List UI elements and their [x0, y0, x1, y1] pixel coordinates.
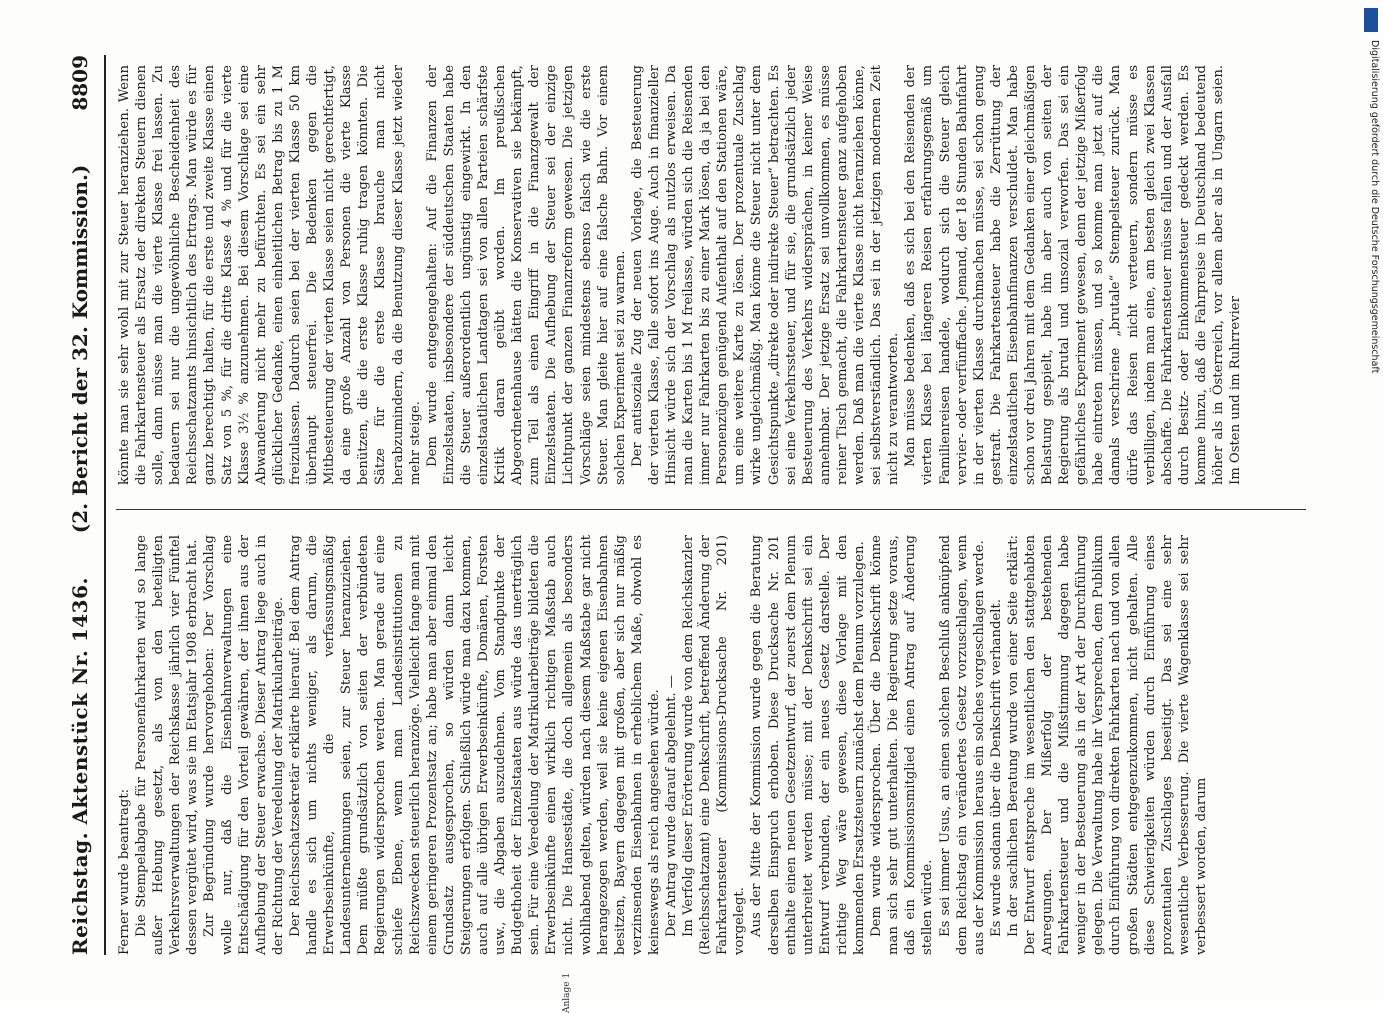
left-column — [116, 535, 1311, 1013]
header-left: Reichstag. Aktenstück Nr. 1436. — [68, 577, 92, 955]
header-right — [68, 55, 92, 533]
column-divider — [116, 509, 1306, 510]
paragraph: Man müsse bedenken, daß es sich bei den Reisenden der vierten Klasse bei längeren Reisen erfahrungsgemäß um Familienreisen handele, wodurch sich die Steuer gleich vervier- oder verfünffache. Jemand, der 18 Stunden Bahnfahrt in der vierten Klasse durchmachen müsse, sei schon genug gestraft. Die Fahrkartensteuer habe die Zerrüttung der einzelstaatlichen Eisenbahnfinanzen verschuldet. Man habe schon vor drei Jahren mit dem Gedanken einer gleichmäßigen Belastung gespielt, habe ihn aber auch von seiten der Regierung als brutal und unsozial verworfen. Das sei ein gefährliches Experiment gewesen, denn der jetzige Mißerfolg habe eintreten müssen, und so komme man jetzt auf die damals verschriene „brutale“ Stempelsteuer zurück. Man dürfe das Reisen nicht verteuern, sondern müsse es verbilligen, indem man eine, am besten gleich zwei Klassen abschaffe. Die Fahrkartensteuer müsse fallen und der Ausfall durch Besitz- oder Einkommensteuer gedeckt werden. Es komme hinzu, daß die Fahrpreise in Deutschland bedeutend höher als in Österreich, vor allem aber als in Ungarn seien. Im Osten und im Ruhrrevier — [903, 65, 1244, 485]
margin-note: Anlage 1 — [562, 972, 572, 1013]
paragraph: Im Verfolg dieser Erörterung wurde von dem Reichskanzler (Reichsschatzamt) eine Denkschrift, betreffend Änderung der Fahrkartensteuer (Kommissions-Drucksache Nr. 201) vorgelegt. — [681, 535, 748, 955]
header-rule — [104, 55, 106, 955]
page-header — [60, 55, 104, 955]
header-report-title: (2. Bericht der 32. Kommission.) — [68, 164, 92, 534]
paragraph: Dem wurde entgegengehalten: Auf die Finanzen der Einzelstaaten, insbesondere der süddeutschen Staaten habe die Steuer außerordentlich ungünstig eingewirkt. In den einzelstaatlichen Landtagen sei von allen Parteien schärfste Kritik daran geübt worden. Im preußischen Abgeordnetenhause hätten die Konservativen sie bekämpft, zum Teil als einen Eingriff in die Finanzgewalt der Einzelstaaten. Die Aufhebung der Steuer sei der einzige Lichtpunkt der ganzen Finanzreform gewesen. Die jetzigen Vorschläge seien mindestens ebenso falsch wie die erste Steuer. Man gleite hier auf eine falsche Bahn. Vor einem solchen Experiment sei zu warnen. — [424, 65, 628, 485]
paragraph: Zur Begründung wurde hervorgehoben: Der Vorschlag wolle nur, daß die Eisenbahnverwaltungen eine Entschädigung für den Vorteil gewähren, der ihnen aus der Aufhebung der Steuer erwachse. Dieser Antrag liege auch in der Richtung der Veredelung der Matrikularbeiträge. — [202, 535, 286, 955]
paragraph: Die Stempelabgabe für Personenfahrkarten wird so lange außer Hebung gesetzt, als von den beteiligten Verkehrsverwaltungen der Reichskasse jährlich vier Fünftel dessen vergütet wird, was sie im Etatsjahr 1908 erbracht hat. — [134, 535, 201, 955]
paragraph: Aus der Mitte der Kommission wurde gegen die Beratung derselben Einspruch erhoben. Diese Drucksache Nr. 201 enthalte einen neuen Gesetzentwurf, der zuerst dem Plenum unterbreitet werden müsse; mit der Denkschrift sei ein Entwurf verbunden, der ein neues Gesetz darstelle. Der richtige Weg wäre gewesen, diese Vorlage mit den kommenden Ersatzsteuern zunächst dem Plenum vorzulegen. — [749, 535, 868, 955]
paragraph: Der Reichsschatzsekretär erklärte hierauf: Bei dem Antrag handle es sich um nichts weniger, als darum, die Erwerbseinkünfte, die verfassungsmäßig Landesunternehmungen seien, zur Steuer heranzuziehen. Dem müßte grundsätzlich von seiten der verbündeten Regierungen widersprochen werden. Man gerade auf eine schiefe Ebene, wenn man Landesinstitutionen zu Reichszwecken steuerlich heranzöge. Vielleicht fange man mit einem geringeren Prozentsatz an; habe man aber einmal den Grundsatz ausgesprochen, so würden dann leicht Steigerungen erfolgen. Schließlich würde man dazu kommen, auch auf alle übrigen Erwerbseinkünfte, Domänen, Forsten usw., die Abgaben auszudehnen. Vom Standpunkte der Budgethoheit der Einzelstaaten aus würde das unerträglich sein. Für eine Veredelung der Matrikularbeiträge bildeten die Erwerbseinkünfte einen wirklich richtigen Maßstab auch nicht. Die Hansestädte, die doch allgemein als besonders wohlhabend gelten, würden nach diesem Maßstabe gar nicht herangezogen werden, weil sie keine eigenen Eisenbahnen besitzen, Bayern dagegen mit großen, aber sich nur mäßig verzinsenden Eisenbahnen in erheblichem Maße, obwohl es keineswegs als reich angesehen würde. — [287, 535, 662, 955]
dfg-logo — [1364, 8, 1378, 32]
paragraph: In der sachlichen Beratung wurde von einer Seite erklärt: Der Entwurf entspreche im wesentlichen den stattgehabten Anregungen. Der Mißerfolg der bestehenden Fahrkartensteuer und die Mißstimmung dagegen habe weniger in der Besteuerung als in der Art der Durchführung gelegen. Die Verwaltung habe ihr Versprechen, dem Publikum durch Einführung von direkten Fahrkarten nach und von allen großen Städten entgegenzukommen, nicht gehalten. Alle diese Schwierigkeiten würden durch Einführung eines prozentualen Zuschlages beseitigt. Das sei eine sehr wesentliche Verbesserung. Die vierte Wagenklasse sei sehr verbessert worden, darum — [1005, 535, 1209, 955]
paragraph: Der Antrag wurde darauf abgelehnt. — — [664, 675, 679, 937]
paragraph: Der antisoziale Zug der neuen Vorlage, die Besteuerung der vierten Klasse, falle sofort ins Auge. Auch in finanzieller Hinsicht würde sich der Vorschlag als nutzlos erweisen. Da man die Karten bis 1 M freilasse, würden sich die Reisenden immer nur Fahrkarten bis zu einer Mark lösen, da ja bei den Personenzügen genügend Aufenthalt auf den Stationen wäre, um eine weitere Karte zu lösen. Der prozentuale Zuschlag wirke ungleichmäßig. Man könne die Steuer nicht unter dem Gesichtspunkte „direkte oder indirekte Steuer“ betrachten. Es sei eine Verkehrssteuer, und für sie, die grundsätzlich jeder Besteuerung des Verkehrs widersprächen, in keiner Weise annehmbar. Der jetzige Ersatz sei unvollkommen, es müsse reiner Tisch gemacht, die Fahrkartensteuer ganz aufgehoben werden. Daß man die vierte Klasse nicht heranziehen könne, sei selbstverständlich. Das sei in der jetzigen modernen Zeit nicht zu verantworten. — [629, 65, 902, 485]
paragraph: Es wurde sodann über die Denkschrift verhandelt. — [988, 599, 1004, 937]
right-column — [116, 65, 1311, 485]
page-number: 8809 — [68, 55, 92, 111]
paragraph: Dem wurde widersprochen. Über die Denkschrift könne man sich sehr gut unterhalten. Die Regierung setze voraus, daß ein Kommissionsmitglied einen Antrag auf Änderung stellen würde. — [869, 535, 936, 955]
rotated-document — [60, 55, 1320, 1013]
paragraph: Es sei immer Usus, an einen solchen Beschluß anknüpfend dem Reichstag ein verändertes Gesetz vorzuschlagen, wenn aus der Kommission heraus ein solches vorgeschlagen werde. — [937, 535, 987, 955]
digitization-credit: Digitalisierung gefördert durch die Deutsche Forschungsgemeinschaft — [1369, 40, 1380, 374]
paragraph: Ferner wurde beantragt: — [117, 788, 132, 955]
paragraph: könnte man sie sehr wohl mit zur Steuer heranziehen. Wenn die Fahrkartensteuer als Ersatz der direkten Steuern dienen solle, dann müsse man die vierte Klasse frei lassen. Zu bedauern sei nur die ungewöhnliche Bescheidenheit des Reichsschatzamts hinsichtlich des Ertrags. Man würde es für ganz berechtigt halten, für die erste und zweite Klasse einen Satz von 5 %, für die dritte Klasse 4 % und für die vierte Klasse 3½ % anzunehmen. Bei diesem Vorschlage sei eine Abwanderung nicht mehr zu befürchten. Es sei ein sehr glücklicher Gedanke, einen einheitlichen Betrag bis zu 1 M freizulassen. Dadurch seien bei der vierten Klasse 50 km überhaupt steuerfrei. Die Bedenken gegen die Mitbesteuerung der vierten Klasse seien nicht gerechtfertigt, da eine große Anzahl von Personen die vierte Klasse benützen, die die erste Klasse ruhig tragen könnten. Die Sätze für die erste Klasse brauche man nicht herabzumindern, da die Benutzung dieser Klasse jetzt wieder mehr steige. — [117, 65, 423, 485]
